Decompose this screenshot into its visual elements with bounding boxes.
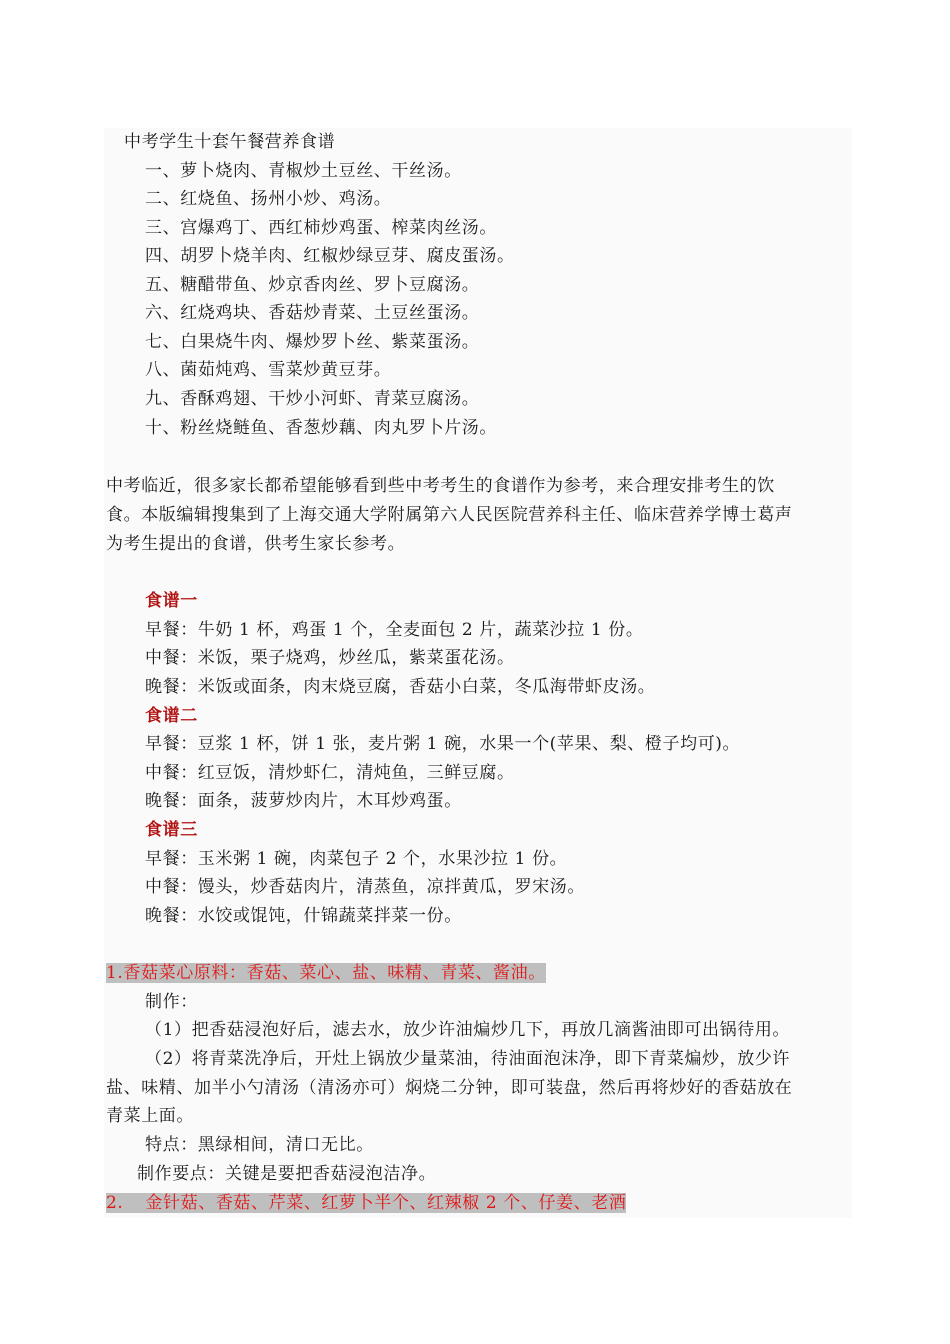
recipe-meal: 早餐：牛奶 1 杯，鸡蛋 1 个，全麦面包 2 片，蔬菜沙拉 1 份。	[145, 620, 644, 640]
recipe-meal: 中餐：米饭，栗子烧鸡，炒丝瓜，紫菜蛋花汤。	[145, 648, 515, 668]
dish-step: （2）将青菜洗净后，开灶上锅放少量菜油，待油面泡沫净，即下青菜煸炒，放少许	[145, 1049, 791, 1069]
dish-title-highlight: 1.香菇菜心原料：香菇、菜心、盐、味精、青菜、酱油。	[106, 963, 546, 983]
dish-ingredients: 金针菇、香菇、芹菜、红萝卜半个、红辣椒 2 个、仔姜、老酒	[145, 1193, 627, 1213]
recipe-meal: 早餐：豆浆 1 杯，饼 1 张，麦片粥 1 碗，水果一个(苹果、梨、橙子均可)。	[145, 734, 741, 754]
menu-item: 三、宫爆鸡丁、西红柿炒鸡蛋、榨菜肉丝汤。	[145, 218, 497, 238]
menu-item: 八、菌茹炖鸡、雪菜炒黄豆芽。	[145, 360, 392, 380]
intro-line: 为考生提出的食谱，供考生家长参考。	[106, 534, 406, 554]
dish-step: （1）把香菇浸泡好后，滤去水，放少许油煸炒几下，再放几滴酱油即可出锅待用。	[145, 1020, 791, 1040]
menu-item: 九、香酥鸡翅、干炒小河虾、青菜豆腐汤。	[145, 389, 480, 409]
recipe-meal: 晚餐：米饭或面条，肉末烧豆腐，香菇小白菜，冬瓜海带虾皮汤。	[145, 677, 656, 697]
recipe-heading: 食谱二	[145, 706, 198, 726]
dish-step: 青菜上面。	[106, 1106, 194, 1126]
menu-item: 六、红烧鸡块、香菇炒青菜、土豆丝蛋汤。	[145, 303, 480, 323]
menu-title: 中考学生十套午餐营养食谱	[124, 132, 336, 152]
recipe-meal: 中餐：馒头，炒香菇肉片，清蒸鱼，凉拌黄瓜，罗宋汤。	[145, 877, 585, 897]
recipe-meal: 早餐：玉米粥 1 碗，肉菜包子 2 个，水果沙拉 1 份。	[145, 849, 568, 869]
menu-item: 十、粉丝烧鲢鱼、香葱炒藕、肉丸罗卜片汤。	[145, 418, 497, 438]
menu-item: 二、红烧鱼、扬州小炒、鸡汤。	[145, 189, 392, 209]
recipe-heading: 食谱三	[145, 820, 198, 840]
menu-item: 五、糖醋带鱼、炒京香肉丝、罗卜豆腐汤。	[145, 275, 480, 295]
menu-item: 七、白果烧牛肉、爆炒罗卜丝、紫菜蛋汤。	[145, 332, 480, 352]
recipe-heading: 食谱一	[145, 591, 198, 611]
dish-key-point: 制作要点：关键是要把香菇浸泡洁净。	[137, 1164, 437, 1184]
dish-method-label: 制作：	[145, 992, 198, 1012]
dish-step: 盐、味精、加半小勺清汤（清汤亦可）焖烧二分钟，即可装盘，然后再将炒好的香菇放在	[106, 1078, 793, 1098]
intro-line: 食。本版编辑搜集到了上海交通大学附属第六人民医院营养科主任、临床营养学博士葛声	[106, 505, 793, 525]
dish-title	[106, 1192, 626, 1214]
dish-number: 2.	[106, 1193, 124, 1213]
dish-title-highlight	[106, 1193, 626, 1213]
recipe-meal: 晚餐：水饺或馄饨，什锦蔬菜拌菜一份。	[145, 906, 462, 926]
intro-line: 中考临近，很多家长都希望能够看到些中考考生的食谱作为参考，来合理安排考生的饮	[106, 476, 775, 496]
dish-title	[106, 962, 546, 984]
recipe-meal: 晚餐：面条，菠萝炒肉片，木耳炒鸡蛋。	[145, 791, 462, 811]
menu-item: 一、萝卜烧肉、青椒炒土豆丝、干丝汤。	[145, 161, 462, 181]
dish-feature: 特点：黑绿相间，清口无比。	[145, 1135, 374, 1155]
recipe-meal: 中餐：红豆饭，清炒虾仁，清炖鱼，三鲜豆腐。	[145, 763, 515, 783]
menu-item: 四、胡罗卜烧羊肉、红椒炒绿豆芽、腐皮蛋汤。	[145, 246, 515, 266]
